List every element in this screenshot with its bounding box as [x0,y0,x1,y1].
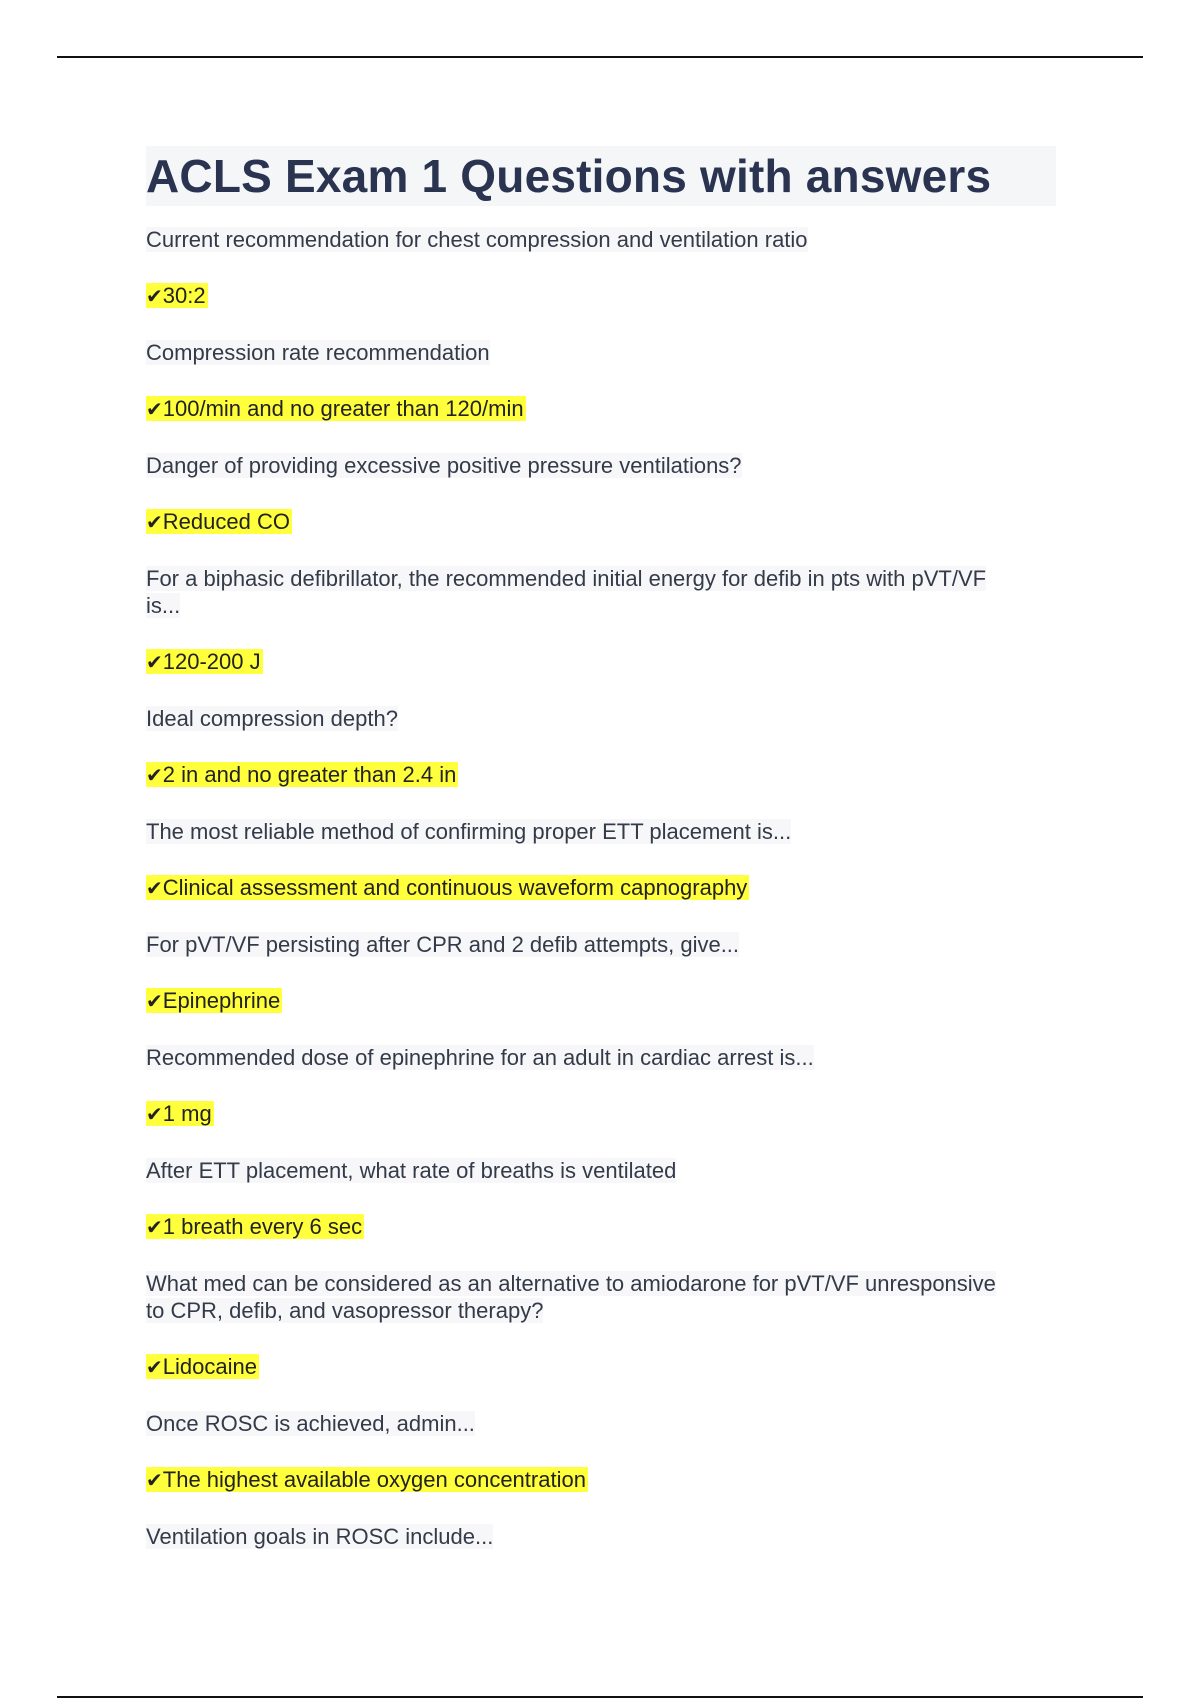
answer-9: ✔1 breath every 6 sec [146,1214,363,1239]
question-7: For pVT/VF persisting after CPR and 2 defib attempts, give... [146,932,740,957]
answer-2: ✔100/min and no greater than 120/min [146,396,524,421]
checkmark-icon: ✔ [146,1215,163,1239]
checkmark-icon: ✔ [146,397,163,421]
checkmark-icon: ✔ [146,989,163,1013]
answer-6: ✔Clinical assessment and continuous waveform capnography [146,875,748,900]
question-8: Recommended dose of epinephrine for an adult in cardiac arrest is... [146,1045,814,1070]
question-3: Danger of providing excessive positive pressure ventilations? [146,453,742,478]
question-11: Once ROSC is achieved, admin... [146,1411,475,1436]
question-4: For a biphasic defibrillator, the recommended initial energy for defib in pts with pVT/VF is... [146,566,987,618]
question-6: The most reliable method of confirming proper ETT placement is... [146,819,792,844]
answer-10: ✔Lidocaine [146,1354,257,1379]
question-10: What med can be considered as an alternative to amiodarone for pVT/VF unresponsive to CPR, defib, and vasopressor therapy? [146,1271,996,1323]
document-body [146,146,1056,1579]
answer-4: ✔120-200 J [146,649,261,674]
answer-7: ✔Epinephrine [146,988,281,1013]
top-rule [57,56,1143,58]
answer-3: ✔Reduced CO [146,509,290,534]
answer-11: ✔The highest available oxygen concentration [146,1467,586,1492]
answer-1: ✔30:2 [146,283,206,308]
question-12: Ventilation goals in ROSC include... [146,1524,494,1549]
question-1: Current recommendation for chest compression and ventilation ratio [146,227,808,252]
question-2: Compression rate recommendation [146,340,490,365]
checkmark-icon: ✔ [146,1102,163,1126]
checkmark-icon: ✔ [146,1355,163,1379]
document-title: ACLS Exam 1 Questions with answers [146,146,1056,206]
checkmark-icon: ✔ [146,1468,163,1492]
checkmark-icon: ✔ [146,510,163,534]
qa-list [146,226,1056,1550]
checkmark-icon: ✔ [146,284,163,308]
checkmark-icon: ✔ [146,876,163,900]
question-5: Ideal compression depth? [146,706,398,731]
checkmark-icon: ✔ [146,763,163,787]
bottom-rule [57,1696,1143,1698]
checkmark-icon: ✔ [146,650,163,674]
question-9: After ETT placement, what rate of breaths is ventilated [146,1158,677,1183]
answer-8: ✔1 mg [146,1101,212,1126]
answer-5: ✔2 in and no greater than 2.4 in [146,762,457,787]
